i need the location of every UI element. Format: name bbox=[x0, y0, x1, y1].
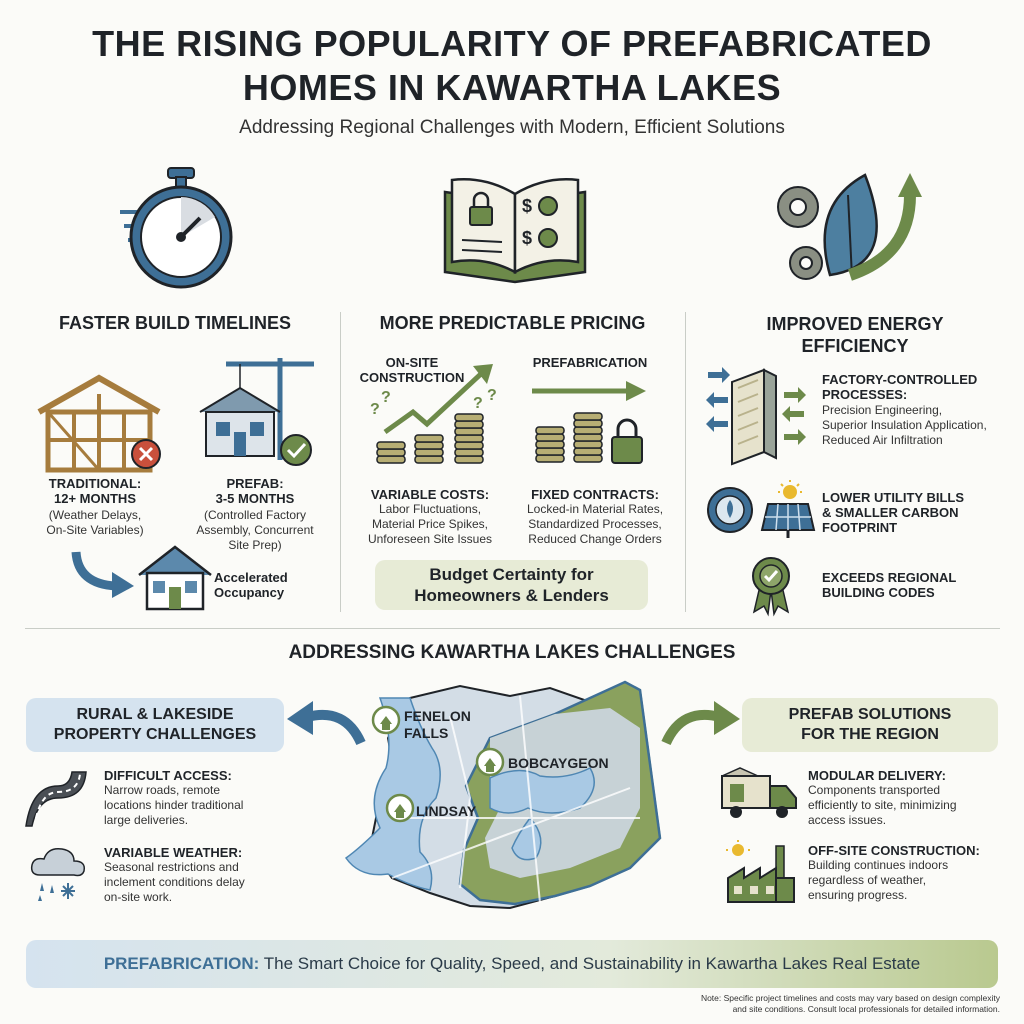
prefab-desc: (Controlled Factory Assembly, Concurrent Site Prep) bbox=[196, 508, 314, 552]
svg-text:?: ? bbox=[473, 395, 483, 412]
variable-costs-list: Labor Fluctuations, Material Price Spikes, Unforeseen Site Issues bbox=[367, 502, 493, 546]
variable-weather-title: VARIABLE WEATHER: bbox=[104, 845, 243, 860]
map-label-lindsay: LINDSAY bbox=[416, 803, 477, 819]
prefab-solutions-box: PREFAB SOLUTIONS FOR THE REGION bbox=[742, 698, 998, 752]
wall-panel-icon bbox=[702, 362, 814, 467]
faster-build-heading: FASTER BUILD TIMELINES bbox=[58, 313, 291, 333]
svg-text:?: ? bbox=[370, 401, 380, 418]
map-label-fenelon: FENELON FALLS bbox=[404, 708, 471, 741]
svg-text:?: ? bbox=[487, 387, 497, 404]
section-divider bbox=[25, 628, 1000, 629]
modular-delivery-title: MODULAR DELIVERY: bbox=[808, 768, 946, 783]
map-pin-icon bbox=[477, 749, 503, 775]
variable-weather-desc: Seasonal restrictions and inclement conditions delay on-site work. bbox=[104, 860, 245, 904]
page-title: THE RISING POPULARITY OF PREFABRICATED HOMES IN KAWARTHA LAKES bbox=[92, 23, 932, 108]
exceeds-codes-title: EXCEEDS REGIONAL BUILDING CODES bbox=[822, 570, 957, 600]
lower-utility-title: LOWER UTILITY BILLS & SMALLER CARBON FOOTPRINT bbox=[822, 490, 965, 535]
svg-text:$: $ bbox=[522, 228, 533, 248]
column-divider bbox=[685, 312, 686, 612]
left-arrow-icon bbox=[285, 695, 365, 745]
truck-icon bbox=[718, 768, 800, 820]
map-icon bbox=[340, 668, 690, 936]
modular-delivery-desc: Components transported efficiently to site, minimizing access issues. bbox=[808, 783, 957, 827]
ledger-icon bbox=[440, 172, 590, 287]
difficult-access-desc: Narrow roads, remote locations hinder traditional large deliveries. bbox=[104, 783, 244, 827]
fixed-contracts-list: Locked-in Material Rates, Standardized Processes, Reduced Change Orders bbox=[526, 502, 664, 546]
crane-house-icon bbox=[196, 350, 326, 470]
map-pin-icon bbox=[387, 795, 413, 821]
prefab-coins-chart bbox=[530, 375, 655, 475]
traditional-desc: (Weather Delays, On-Site Variables) bbox=[46, 508, 144, 537]
onsite-coins-chart bbox=[365, 360, 515, 475]
road-icon bbox=[28, 768, 90, 828]
footer-banner-bold: PREFABRICATION: bbox=[103, 954, 260, 973]
column-divider bbox=[340, 312, 341, 612]
fixed-contracts-title: FIXED CONTRACTS: bbox=[531, 487, 659, 502]
right-arrow-icon bbox=[662, 695, 742, 745]
map-label-bobcaygeon: BOBCAYGEON bbox=[508, 755, 609, 771]
pricing-heading: MORE PREDICTABLE PRICING bbox=[379, 313, 646, 333]
svg-text:?: ? bbox=[381, 389, 391, 406]
stopwatch-icon bbox=[120, 162, 240, 292]
energy-heading: IMPROVED ENERGY EFFICIENCY bbox=[766, 314, 944, 356]
weather-icon bbox=[28, 845, 90, 901]
footer-note: Note: Specific project timelines and costs may vary based on design complexity and site conditions. Consult local professionals for detailed information. bbox=[700, 993, 1000, 1014]
variable-costs-title: VARIABLE COSTS: bbox=[370, 487, 490, 502]
factory-controlled-desc: Precision Engineering, Superior Insulation Application, Reduced Air Infiltration bbox=[822, 403, 987, 447]
factory-controlled-title: FACTORY-CONTROLLED PROCESSES: bbox=[822, 372, 978, 402]
challenges-heading: ADDRESSING KAWARTHA LAKES CHALLENGES bbox=[288, 642, 736, 663]
budget-certainty-callout: Budget Certainty for Homeowners & Lenders bbox=[375, 560, 648, 610]
leaf-gear-icon bbox=[770, 165, 930, 295]
onsite-label: ON-SITE CONSTRUCTION bbox=[359, 355, 465, 385]
footer-banner bbox=[26, 940, 998, 988]
curved-arrow-icon bbox=[68, 548, 138, 598]
page-subtitle: Addressing Regional Challenges with Modern, Efficient Solutions bbox=[239, 117, 785, 138]
rural-challenges-box: RURAL & LAKESIDE PROPERTY CHALLENGES bbox=[26, 698, 284, 752]
traditional-label: TRADITIONAL: 12+ MONTHS bbox=[48, 476, 142, 506]
solar-panel-icon bbox=[760, 482, 816, 540]
difficult-access-title: DIFFICULT ACCESS: bbox=[104, 768, 232, 783]
footer-banner-text: The Smart Choice for Quality, Speed, and Sustainability in Kawartha Lakes Real Estate bbox=[259, 954, 921, 973]
badge-icon bbox=[748, 556, 794, 614]
factory-icon bbox=[724, 840, 798, 904]
accelerated-occupancy: Accelerated Occupancy bbox=[214, 570, 288, 600]
house-frame-icon bbox=[34, 372, 164, 472]
house-icon bbox=[135, 543, 215, 613]
offsite-construction-desc: Building continues indoors regardless of weather, ensuring progress. bbox=[808, 858, 949, 902]
thermostat-icon bbox=[706, 486, 754, 534]
map-pin-icon bbox=[373, 707, 399, 733]
prefabrication-label: PREFABRICATION bbox=[532, 355, 648, 370]
svg-text:$: $ bbox=[522, 196, 533, 216]
offsite-construction-title: OFF-SITE CONSTRUCTION: bbox=[808, 843, 980, 858]
prefab-label: PREFAB: 3-5 MONTHS bbox=[215, 476, 295, 506]
